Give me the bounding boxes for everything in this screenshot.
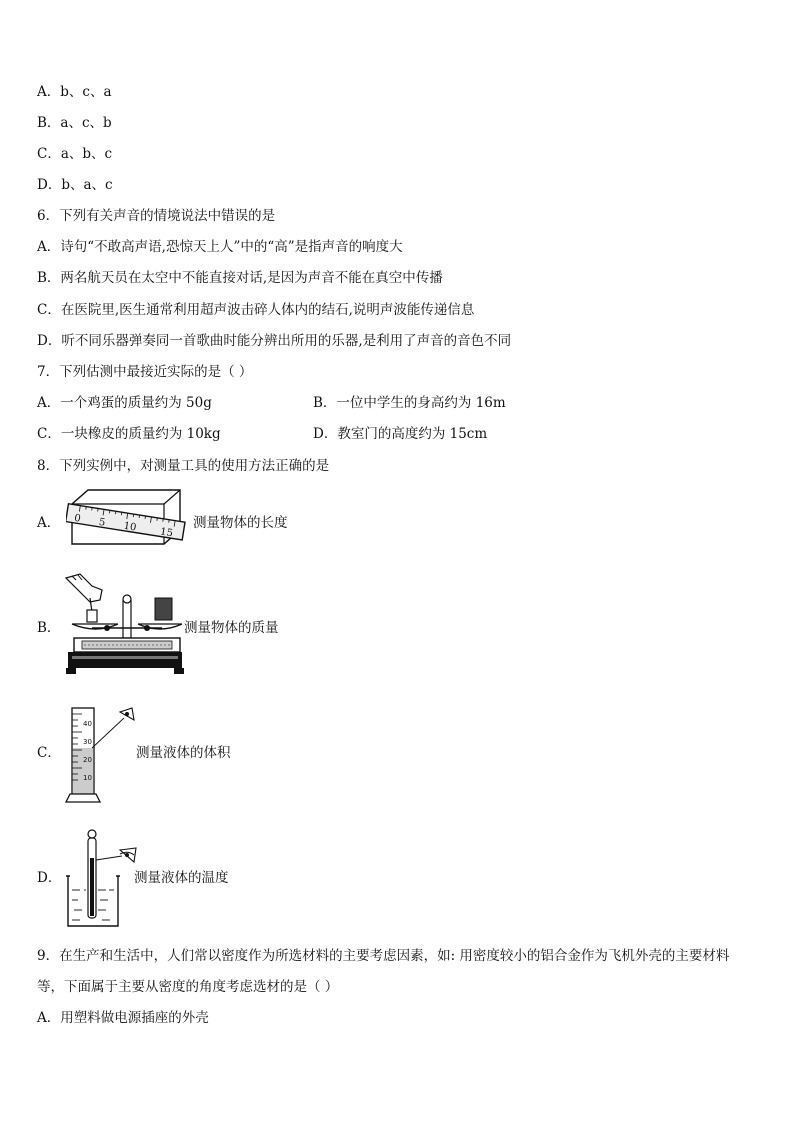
q6-option-a: A．诗句“不敢高声语,恐惊天上人”中的“高”是指声音的响度大 bbox=[37, 239, 403, 255]
q8-option-d-letter: D． bbox=[37, 870, 62, 886]
q8-option-c-caption: 测量液体的体积 bbox=[136, 745, 231, 761]
q7-option-b: B．一位中学生的身高约为 16m bbox=[313, 395, 506, 411]
ruler-measuring-figure bbox=[66, 486, 190, 552]
q7-option-d: D．教室门的高度约为 15cm bbox=[313, 426, 488, 442]
measuring-cylinder-figure bbox=[62, 704, 138, 806]
ruler-tick-10: 10 bbox=[122, 520, 138, 534]
q8-option-d-caption: 测量液体的温度 bbox=[134, 870, 229, 886]
q6-option-d: D．听不同乐器弹奏同一首歌曲时能分辨出所用的乐器,是利用了声音的音色不同 bbox=[37, 333, 512, 349]
q6-stem: 6．下列有关声音的情境说法中错误的是 bbox=[37, 208, 276, 224]
ruler-tick-5: 5 bbox=[98, 516, 107, 529]
cylinder-tick-40: 40 bbox=[83, 720, 92, 728]
cylinder-tick-10: 10 bbox=[83, 774, 92, 782]
q6-option-c: C．在医院里,医生通常利用超声波击碎人体内的结石,说明声波能传递信息 bbox=[37, 302, 475, 318]
q7-option-c: C．一块橡皮的质量约为 10kg bbox=[37, 426, 221, 442]
q5-option-d: D．b、a、c bbox=[37, 177, 113, 193]
q5-option-b: B．a、c、b bbox=[37, 115, 112, 131]
q7-stem: 7．下列估测中最接近实际的是（ ） bbox=[37, 364, 253, 380]
q8-option-b-letter: B． bbox=[37, 620, 61, 636]
cylinder-tick-20: 20 bbox=[83, 756, 92, 764]
q8-stem: 8．下列实例中，对测量工具的使用方法正确的是 bbox=[37, 458, 330, 474]
q8-option-a-letter: A． bbox=[37, 515, 61, 531]
ruler-tick-15: 15 bbox=[159, 526, 174, 540]
q8-option-b-caption: 测量物体的质量 bbox=[184, 620, 279, 636]
q5-option-a: A．b、c、a bbox=[37, 84, 112, 100]
q9-stem-line-2: 等，下面属于主要从密度的角度考虑选材的是（ ） bbox=[37, 979, 339, 995]
cylinder-tick-30: 30 bbox=[83, 738, 92, 746]
q8-option-a-caption: 测量物体的长度 bbox=[193, 515, 288, 531]
q9-option-a: A．用塑料做电源插座的外壳 bbox=[37, 1010, 209, 1026]
thermometer-beaker-figure bbox=[64, 828, 144, 930]
q6-option-b: B．两名航天员在太空中不能直接对话,是因为声音不能在真空中传播 bbox=[37, 270, 443, 286]
ruler-tick-0: 0 bbox=[73, 512, 82, 525]
q7-option-a: A．一个鸡蛋的质量约为 50g bbox=[37, 395, 212, 411]
balance-scale-figure bbox=[62, 572, 184, 678]
q8-option-c-letter: C． bbox=[37, 745, 61, 761]
q5-option-c: C．a、b、c bbox=[37, 146, 113, 162]
q9-stem-line-1: 9．在生产和生活中，人们常以密度作为所选材料的主要考虑因素，如: 用密度较小的铝合金作为飞机外壳的主要材料 bbox=[37, 948, 730, 964]
